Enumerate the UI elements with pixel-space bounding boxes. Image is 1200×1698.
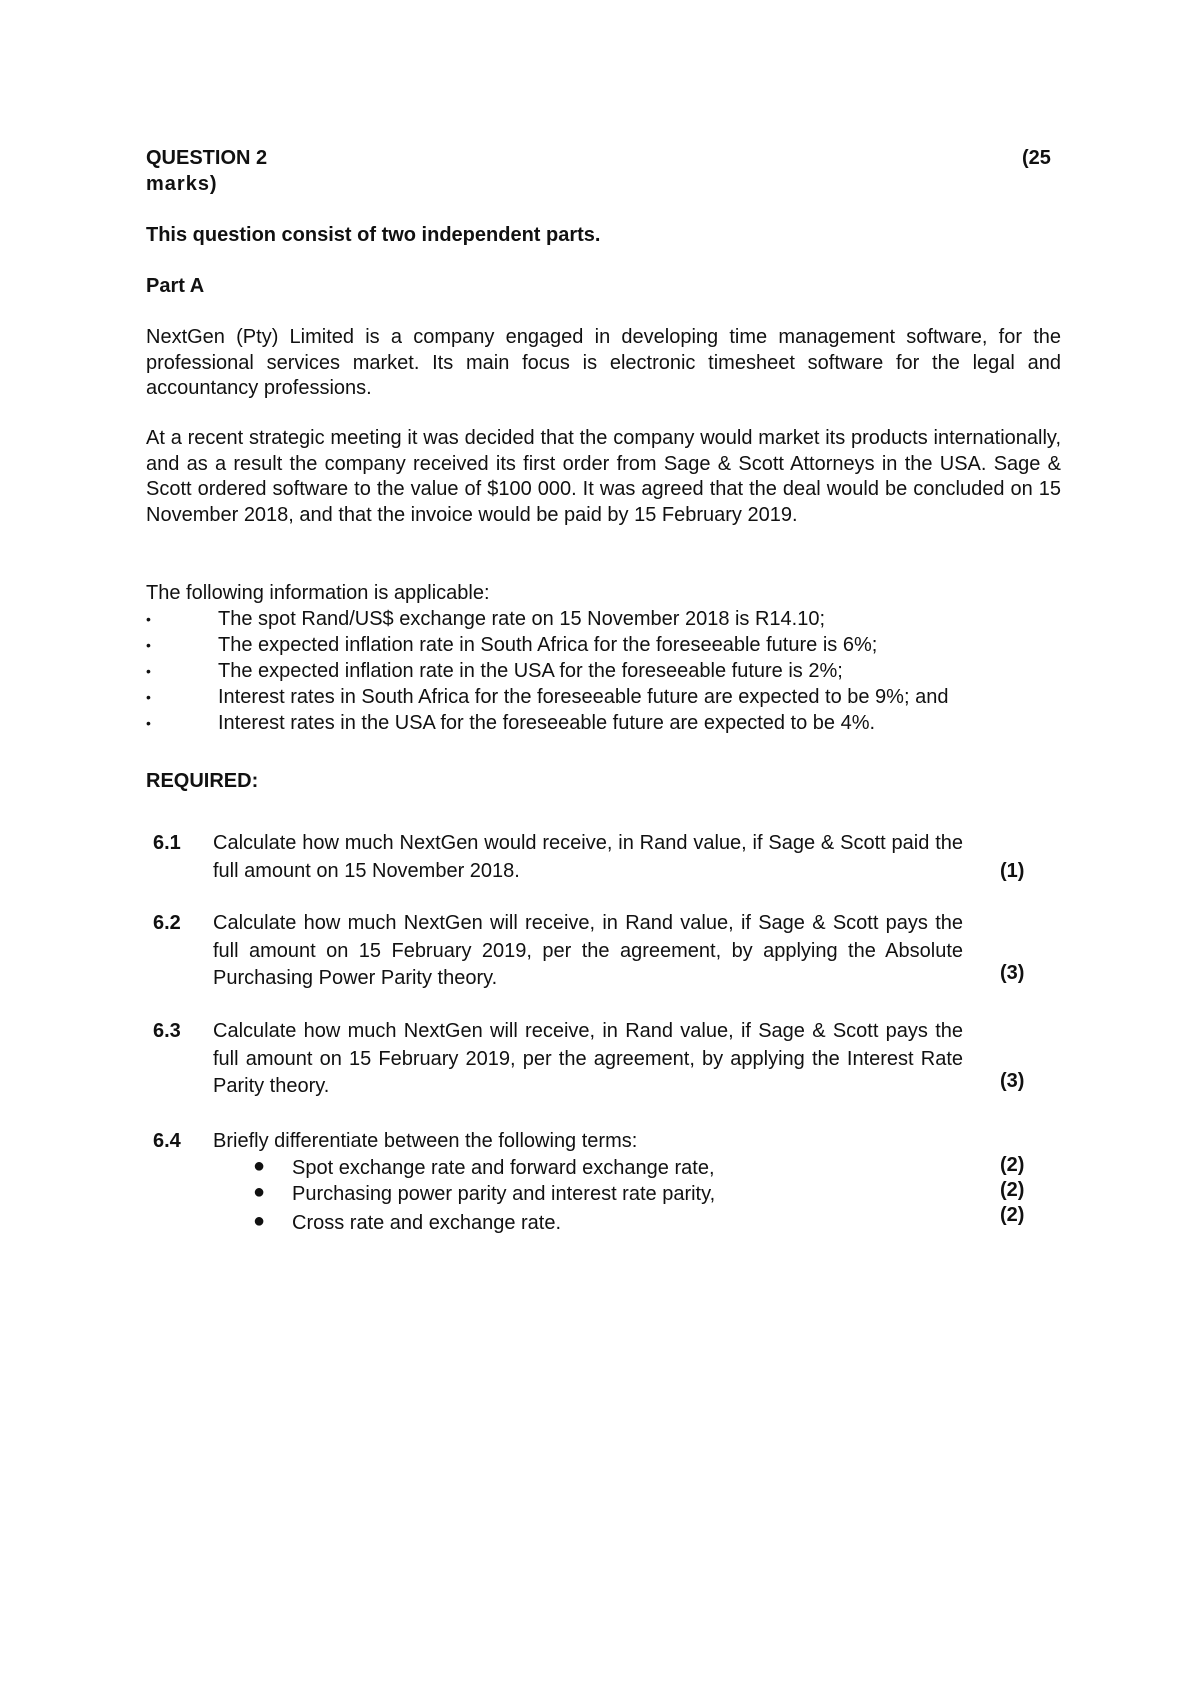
info-item: Interest rates in South Africa for the foreseeable future are expected to be 9%; and	[218, 686, 949, 708]
question-number: 6.2	[153, 912, 181, 934]
question-text: Calculate how much NextGen would receive, in Rand value, if Sage & Scott paid the full amount on 15 November 2018.	[213, 832, 963, 882]
question-text: Calculate how much NextGen will receive, in Rand value, if Sage & Scott pays the full amount on 15 February 2019, per the agreement, by applying the Interest Rate Parity theory.	[213, 1020, 963, 1097]
question-title: QUESTION 2	[146, 147, 268, 169]
bullet-icon: •	[146, 663, 151, 679]
bullet-icon: •	[146, 611, 151, 627]
question-marks: (3)	[1000, 962, 1025, 984]
question-number: 6.4	[153, 1130, 181, 1152]
order-paragraph: At a recent strategic meeting it was decided that the company would market its products internationally, and as a result the company received its first order from Sage & Scott Attorneys in the USA. Sage & Scott ordered software to the value of $100 000. It was agreed that the deal would be concluded on 15 November 2018, and that the invoice would be paid by 15 February 2019.	[146, 427, 1061, 526]
total-marks-close: marks)	[146, 173, 218, 195]
info-intro: The following information is applicable:	[146, 582, 490, 604]
bullet-icon: •	[146, 689, 151, 705]
info-item: The spot Rand/US$ exchange rate on 15 November 2018 is R14.10;	[218, 608, 826, 630]
total-marks-open: (25	[1022, 147, 1051, 169]
term-marks: (2)	[1000, 1154, 1025, 1176]
term-marks: (2)	[1000, 1179, 1025, 1201]
intro-text: This question consist of two independent parts.	[146, 224, 601, 246]
term-item: Spot exchange rate and forward exchange rate,	[292, 1157, 715, 1179]
bullet-icon: •	[146, 637, 151, 653]
question-marks: (1)	[1000, 860, 1025, 882]
question-text: Calculate how much NextGen will receive, in Rand value, if Sage & Scott pays the full amount on 15 February 2019, per the agreement, by applying the Absolute Purchasing Power Parity theory.	[213, 912, 963, 989]
question-text: Briefly differentiate between the following terms:	[213, 1130, 638, 1152]
info-item: Interest rates in the USA for the foreseeable future are expected to be 4%.	[218, 712, 876, 734]
company-paragraph: NextGen (Pty) Limited is a company engaged in developing time management software, for the professional services market. Its main focus is electronic timesheet software for the legal and accountancy professions.	[146, 326, 1061, 399]
info-item: The expected inflation rate in the USA for the foreseeable future is 2%;	[218, 660, 843, 682]
term-marks: (2)	[1000, 1204, 1025, 1226]
part-label: Part A	[146, 275, 205, 297]
question-number: 6.1	[153, 832, 181, 854]
required-label: REQUIRED:	[146, 770, 259, 792]
bullet-icon: ●	[253, 1210, 266, 1232]
question-marks: (3)	[1000, 1070, 1025, 1092]
bullet-icon: ●	[253, 1181, 266, 1203]
info-item: The expected inflation rate in South Africa for the foreseeable future is 6%;	[218, 634, 878, 656]
bullet-icon: •	[146, 715, 151, 731]
term-item: Purchasing power parity and interest rate parity,	[292, 1183, 716, 1205]
question-number: 6.3	[153, 1020, 181, 1042]
bullet-icon: ●	[253, 1155, 266, 1177]
term-item: Cross rate and exchange rate.	[292, 1212, 562, 1234]
